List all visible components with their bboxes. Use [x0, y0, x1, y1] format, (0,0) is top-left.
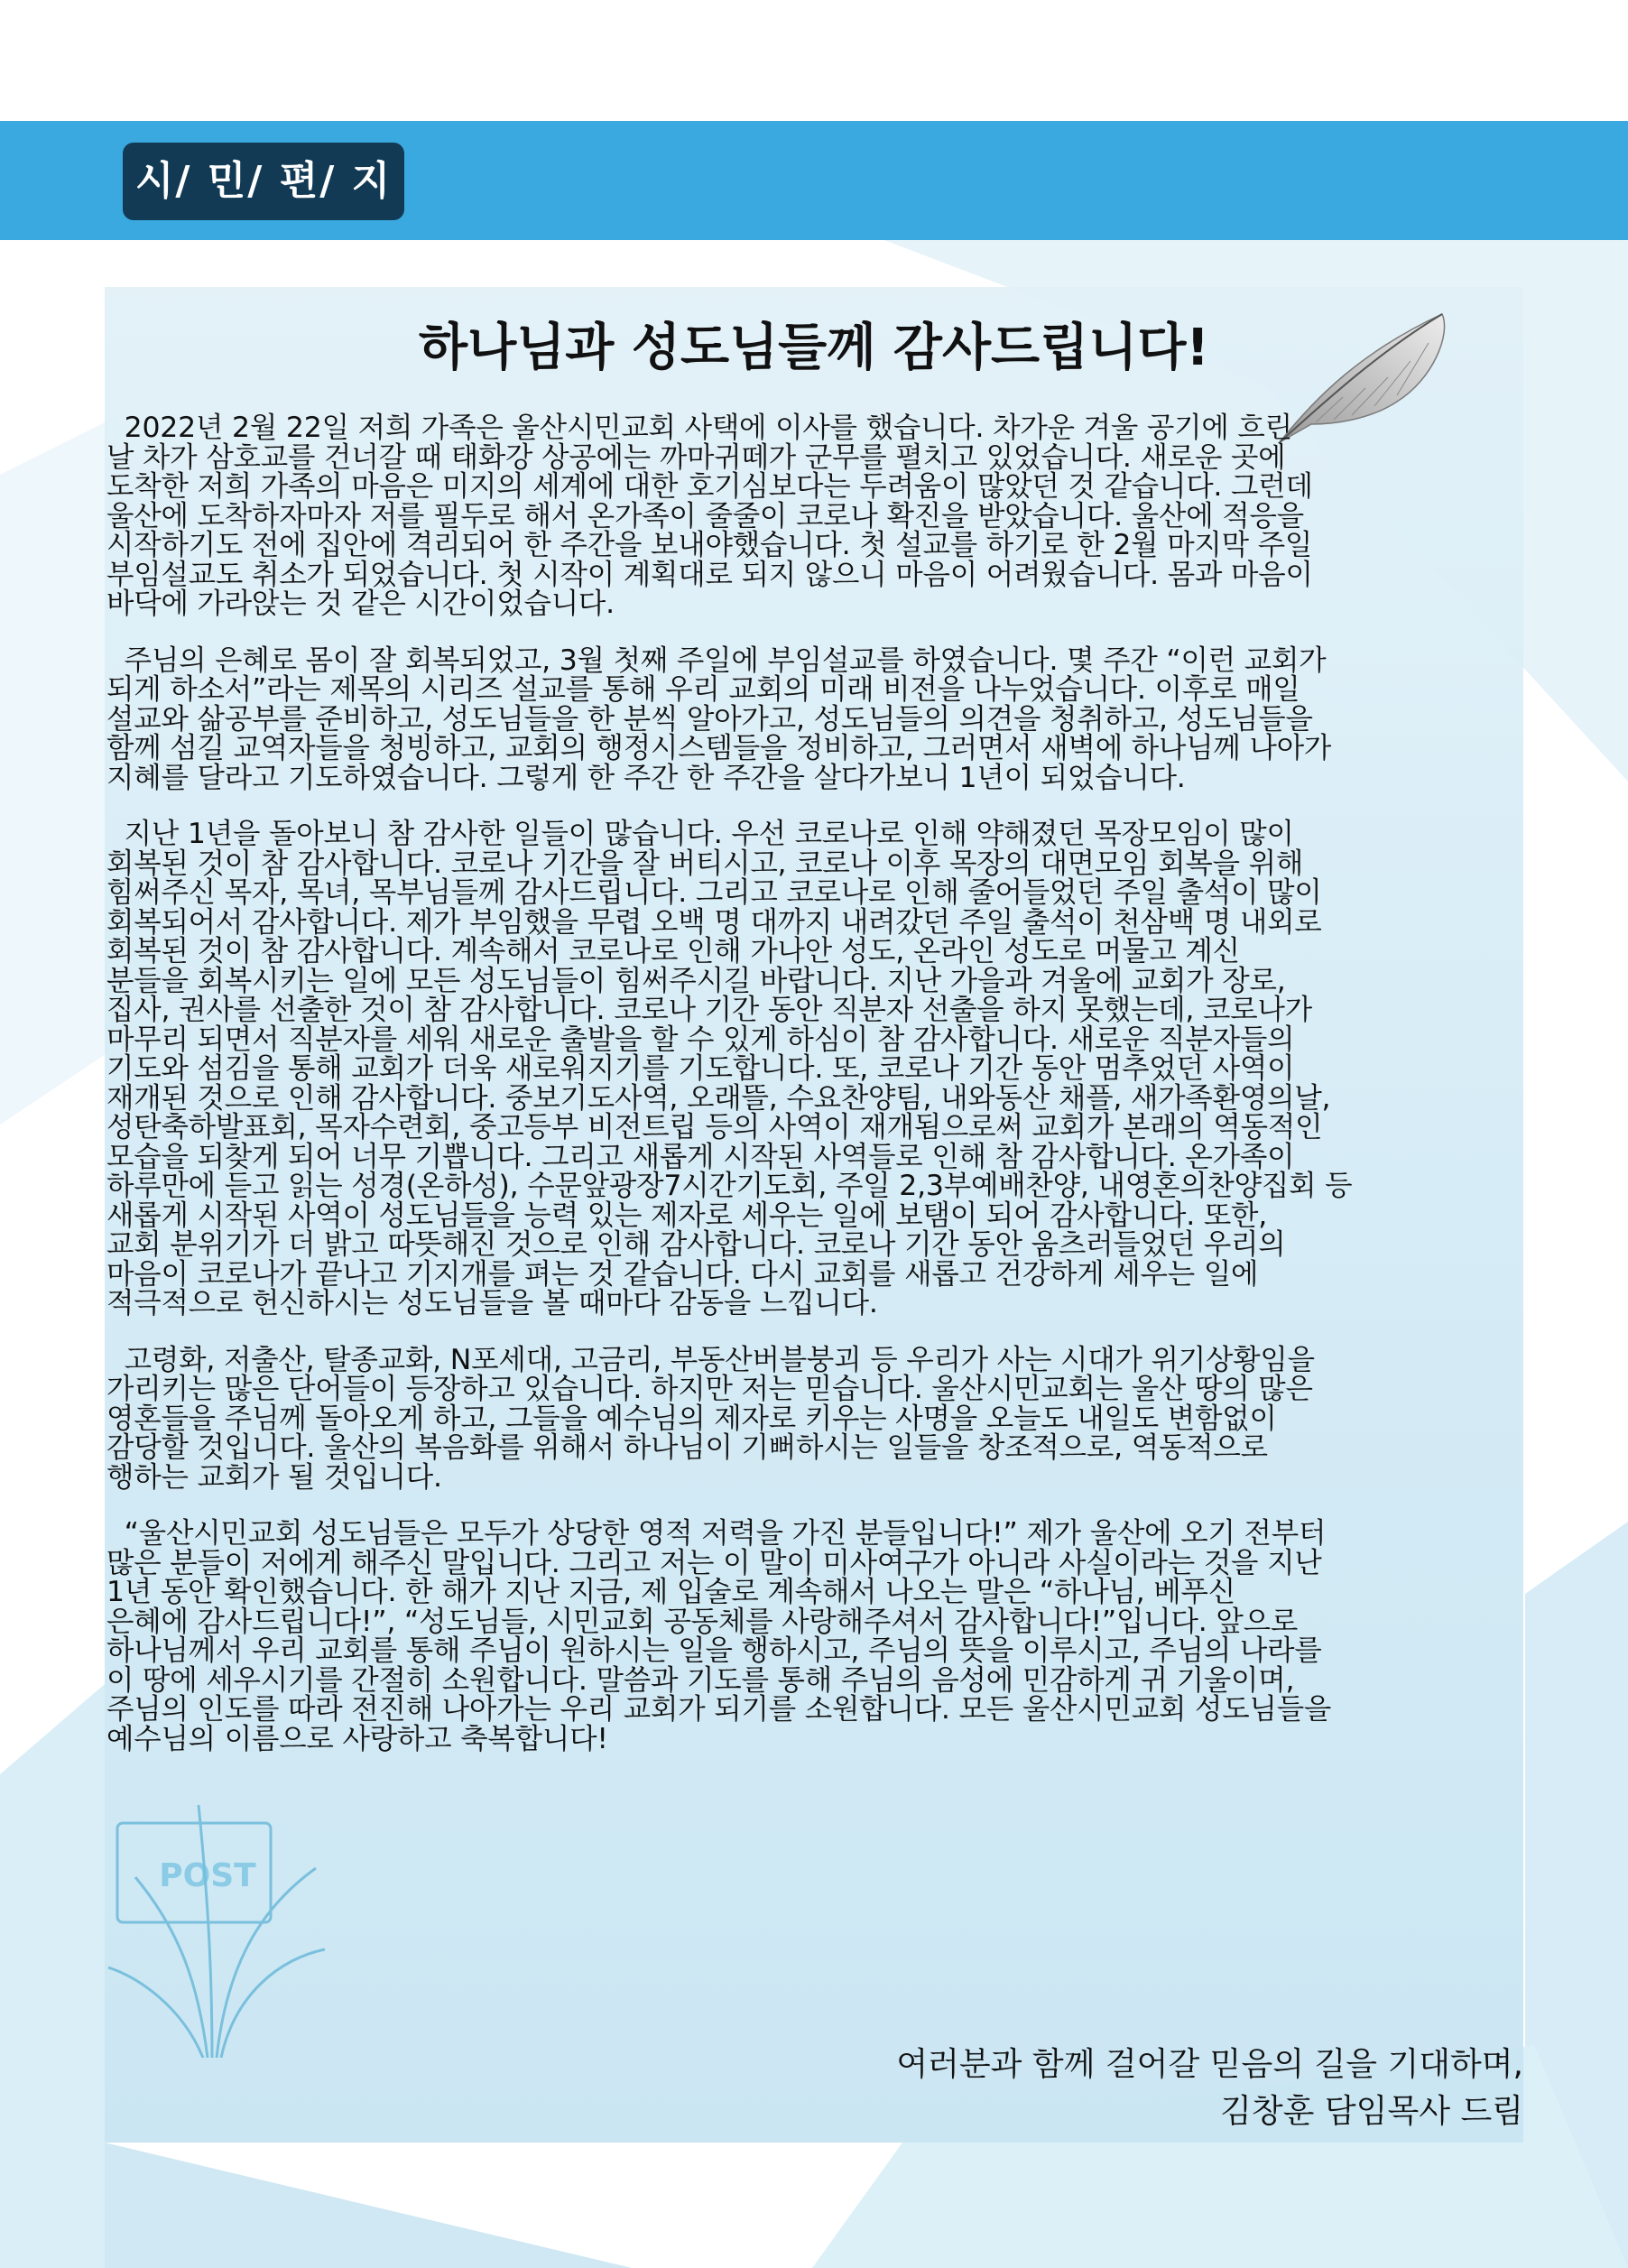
text-line: 재개된 것으로 인해 감사합니다. 중보기도사역, 오래뜰, 수요찬양팀, 내와동산 채플, 새가족환영의날, [106, 1081, 1331, 1115]
letter-paragraph [106, 643, 1514, 794]
text-line: 도착한 저희 가족의 마음은 미지의 세계에 대한 호기심보다는 두려움이 많았던 것 같습니다. 그런데 [106, 470, 1313, 503]
text-line: 예수님의 이름으로 사랑하고 축복합니다! [106, 1722, 608, 1755]
text-line: 회복되어서 감사합니다. 제가 부임했을 무렵 오백 명 대까지 내려갔던 주일 출석이 천삼백 명 내외로 [106, 905, 1322, 939]
text-line: 하나님께서 우리 교회를 통해 주님이 원하시는 일을 행하시고, 주님의 뜻을 이루시고, 주님의 나라를 [106, 1634, 1322, 1667]
text-line: 적극적으로 헌신하시는 성도님들을 볼 때마다 감동을 느낍니다. [106, 1287, 878, 1319]
text-line: 함께 섬길 교역자들을 청빙하고, 교회의 행정시스템들을 정비하고, 그러면서 새벽에 하나님께 나아가 [106, 732, 1332, 764]
text-line: 1년 동안 확인했습니다. 한 해가 지난 지금, 제 입술로 계속해서 나오는 말은 “하나님, 베푸신 [106, 1576, 1235, 1608]
closing-line: 여러분과 함께 걸어갈 믿음의 길을 기대하며, [896, 2046, 1523, 2083]
letter-paragraph [106, 413, 1514, 619]
text-line: 성탄축하발표회, 목자수련회, 중고등부 비전트립 등의 사역이 재개됨으로써 교회가 본래의 역동적인 [106, 1111, 1323, 1143]
text-line: 마음이 코로나가 끝나고 기지개를 펴는 것 같습니다. 다시 교회를 새롭고 건강하게 세우는 일에 [106, 1257, 1259, 1291]
text-line: 주님의 은혜로 몸이 잘 회복되었고, 3월 첫째 주일에 부임설교를 하였습니다. 몇 주간 “이런 교회가 [106, 643, 1327, 677]
text-line: 이 땅에 세우시기를 간절히 소원합니다. 말씀과 기도를 통해 주님의 음성에 민감하게 귀 기울이며, [106, 1663, 1295, 1697]
text-line: 기도와 섬김을 통해 교회가 더욱 새로워지기를 기도합니다. 또, 코로나 기간 동안 멈추었던 사역이 [106, 1052, 1295, 1085]
text-line: 시작하기도 전에 집안에 격리되어 한 주간을 보내야했습니다. 첫 설교를 하기로 한 2월 마지막 주일 [106, 529, 1313, 561]
letter-paragraph [106, 1519, 1514, 1754]
text-line: 지난 1년을 돌아보니 참 감사한 일들이 많습니다. 우선 코로나로 인해 약해졌던 목장모임이 많이 [106, 818, 1294, 850]
text-line: 힘써주신 목자, 목녀, 목부님들께 감사드립니다. 그리고 코로나로 인해 줄어들었던 주일 출석이 많이 [106, 876, 1322, 909]
text-line: 감당할 것입니다. 울산의 복음화를 위해서 하나님이 기뻐하시는 일들을 창조적으로, 역동적으로 [106, 1431, 1268, 1464]
text-line: 모습을 되찾게 되어 너무 기쁩니다. 그리고 새롭게 시작된 사역들로 인해 참 감사합니다. 온가족이 [106, 1140, 1295, 1173]
text-line: 고령화, 저출산, 탈종교화, N포세대, 고금리, 부동산버블붕괴 등 우리가 사는 시대가 위기상황임을 [106, 1343, 1315, 1376]
text-line: 설교와 삶공부를 준비하고, 성도님들을 한 분씩 알아가고, 성도님들의 의견을 청취하고, 성도님들을 [106, 702, 1313, 736]
letter-paragraph [106, 1343, 1514, 1494]
text-line: 행하는 교회가 될 것입니다. [106, 1460, 442, 1494]
section-tab: 시/ 민/ 편/ 지 [123, 143, 404, 220]
text-line: “울산시민교회 성도님들은 모두가 상당한 영적 저력을 가진 분들입니다!” 제가 울산에 오기 전부터 [106, 1517, 1327, 1550]
text-line: 날 차가 삼호교를 건너갈 때 태화강 상공에는 까마귀떼가 군무를 펼치고 있었습니다. 새로운 곳에 [106, 440, 1286, 474]
signature-line: 김창훈 담임목사 드림 [1220, 2093, 1523, 2130]
text-line: 집사, 권사를 선출한 것이 참 감사합니다. 코로나 기간 동안 직분자 선출을 하지 못했는데, 코로나가 [106, 994, 1312, 1026]
text-line: 교회 분위기가 더 밝고 따뜻해진 것으로 인해 감사합니다. 코로나 기간 동안 움츠러들었던 우리의 [106, 1228, 1286, 1261]
letter-paragraph [106, 819, 1514, 1319]
letter-body [106, 413, 1514, 1781]
text-line: 은혜에 감사드립니다!”, “성도님들, 시민교회 공동체를 사랑해주셔서 감사합니다!”입니다. 앞으로 [106, 1605, 1299, 1638]
text-line: 하루만에 듣고 읽는 성경(온하성), 수문앞광장7시간기도회, 주일 2,3부예배찬양, 내영혼의찬양집회 등 [106, 1170, 1353, 1202]
text-line: 많은 분들이 저에게 해주신 말입니다. 그리고 저는 이 말이 미사여구가 아니라 사실이라는 것을 지난 [106, 1546, 1322, 1579]
text-line: 가리키는 많은 단어들이 등장하고 있습니다. 하지만 저는 믿습니다. 울산시민교회는 울산 땅의 많은 [106, 1373, 1313, 1405]
text-line: 새롭게 시작된 사역이 성도님들을 능력 있는 제자로 세우는 일에 보탬이 되어 감사합니다. 또한, [106, 1199, 1268, 1232]
letter-title: 하나님과 성도님들께 감사드립니다! [419, 319, 1209, 377]
text-line: 바닥에 가라앉는 것 같은 시간이었습니다. [106, 588, 615, 620]
text-line: 영혼들을 주님께 돌아오게 하고, 그들을 예수님의 제자로 키우는 사명을 오늘도 내일도 변함없이 [106, 1402, 1277, 1435]
text-line: 마무리 되면서 직분자를 세워 새로운 출발을 할 수 있게 하심이 참 감사합니다. 새로운 직분자들의 [106, 1023, 1295, 1056]
text-line: 지혜를 달라고 기도하였습니다. 그렇게 한 주간 한 주간을 살다가보니 1년이 되었습니다. [106, 761, 1186, 794]
text-line: 회복된 것이 참 감사합니다. 코로나 기간을 잘 버티시고, 코로나 이후 목장의 대면모임 회복을 위해 [106, 847, 1304, 880]
text-line: 회복된 것이 참 감사합니다. 계속해서 코로나로 인해 가나안 성도, 온라인 성도로 머물고 계신 [106, 935, 1240, 967]
text-line: 부임설교도 취소가 되었습니다. 첫 시작이 계획대로 되지 않으니 마음이 어려웠습니다. 몸과 마음이 [106, 558, 1313, 591]
text-line: 주님의 인도를 따라 전진해 나아가는 우리 교회가 되기를 소원합니다. 모든 울산시민교회 성도님들을 [106, 1693, 1332, 1726]
text-line: 울산에 도착하자마자 저를 필두로 해서 온가족이 줄줄이 코로나 확진을 받았습니다. 울산에 적응을 [106, 499, 1304, 532]
text-line: 분들을 회복시키는 일에 모든 성도님들이 힘써주시길 바랍니다. 지난 가을과 겨울에 교회가 장로, [106, 964, 1286, 997]
text-line: 되게 하소서”라는 제목의 시리즈 설교를 통해 우리 교회의 미래 비전을 나누었습니다. 이후로 매일 [106, 673, 1300, 706]
plant-stamp-decoration [99, 1733, 334, 2058]
stamp-text: POST [159, 1857, 256, 1894]
text-line: 2022년 2월 22일 저희 가족은 울산시민교회 사택에 이사를 했습니다. 차가운 겨울 공기에 흐린 [106, 412, 1292, 444]
